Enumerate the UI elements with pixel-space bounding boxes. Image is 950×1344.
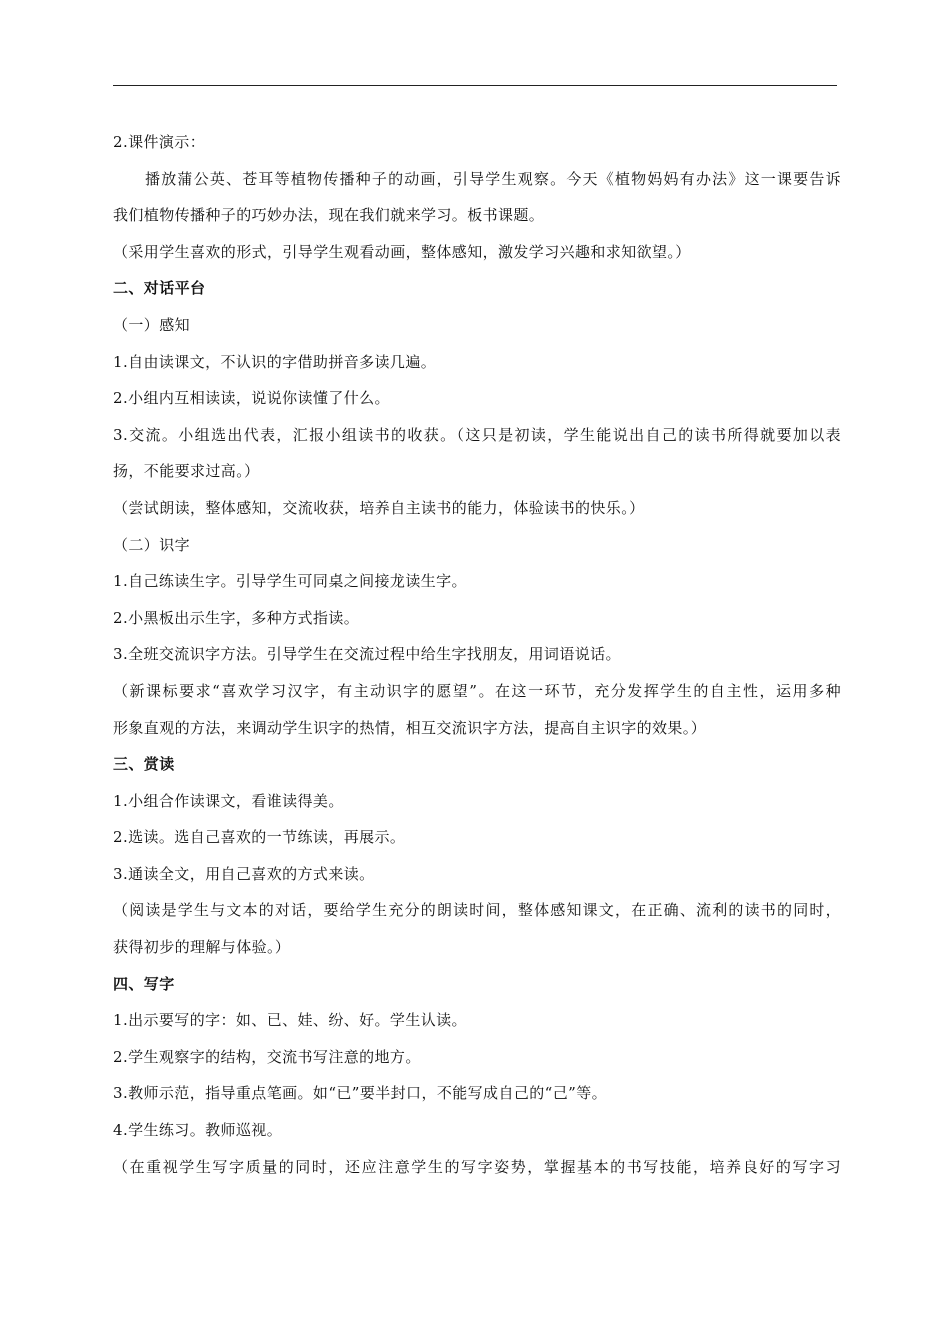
text-line: （采用学生喜欢的形式，引导学生观看动画，整体感知，激发学习兴趣和求知欲望。） <box>113 242 691 261</box>
text-line: 形象直观的方法，来调动学生识字的热情，相互交流识字方法，提高自主识字的效果。） <box>113 718 707 737</box>
text-line: 3.全班交流识字方法。引导学生在交流过程中给生字找朋友，用词语说话。 <box>113 645 621 664</box>
text-line: （新课标要求“喜欢学习汉字，有主动识字的愿望”。在这一环节，充分发挥学生的自主性，运用多种 <box>113 681 841 700</box>
text-line: 我们植物传播种子的巧妙办法，现在我们就来学习。板书课题。 <box>113 206 545 225</box>
text-line: 1.自己练读生字。引导学生可同桌之间接龙读生字。 <box>113 572 467 591</box>
text-line: 1.小组合作读课文，看谁读得美。 <box>113 791 344 810</box>
text-line: 3.教师示范，指导重点笔画。如“已”要半封口，不能写成自己的“己”等。 <box>113 1084 607 1103</box>
text-line: （二）识字 <box>113 535 191 554</box>
section-heading: 四、写字 <box>113 974 175 993</box>
text-line: 3.交流。小组选出代表，汇报小组读书的收获。（这只是初读，学生能说出自己的读书所得就要加以表 <box>113 425 841 444</box>
text-line: 扬，不能要求过高。） <box>113 462 260 481</box>
document-body <box>113 124 841 1185</box>
text-line: 获得初步的理解与体验。） <box>113 938 291 957</box>
text-line: 4.学生练习。教师巡视。 <box>113 1121 283 1140</box>
text-line: 1.出示要写的字：如、已、娃、纷、好。学生认读。 <box>113 1011 467 1030</box>
text-line: 1.自由读课文，不认识的字借助拼音多读几遍。 <box>113 352 437 371</box>
text-line: （在重视学生写字质量的同时，还应注意学生的写字姿势，掌握基本的书写技能，培养良好的写字习 <box>113 1157 841 1176</box>
text-line: 2.课件演示： <box>113 133 206 151</box>
header-rule <box>113 85 837 86</box>
text-line: 2.小黑板出示生字，多种方式指读。 <box>113 608 360 627</box>
text-line: （一）感知 <box>113 315 191 334</box>
section-heading: 三、赏读 <box>113 755 175 774</box>
text-line: 2.小组内互相读读，说说你读懂了什么。 <box>113 389 390 408</box>
section-heading: 二、对话平台 <box>113 279 206 298</box>
text-line: 3.通读全文，用自己喜欢的方式来读。 <box>113 864 375 883</box>
text-line: 2.学生观察字的结构，交流书写注意的地方。 <box>113 1047 421 1066</box>
text-line: （尝试朗读，整体感知，交流收获，培养自主读书的能力，体验读书的快乐。） <box>113 498 645 517</box>
text-line: 2.选读。选自己喜欢的一节练读，再展示。 <box>113 828 406 847</box>
text-line: （阅读是学生与文本的对话，要给学生充分的朗读时间，整体感知课文，在正确、流利的读书的同时， <box>113 901 841 920</box>
text-line: 播放蒲公英、苍耳等植物传播种子的动画，引导学生观察。今天《植物妈妈有办法》这一课要告诉 <box>145 169 841 188</box>
